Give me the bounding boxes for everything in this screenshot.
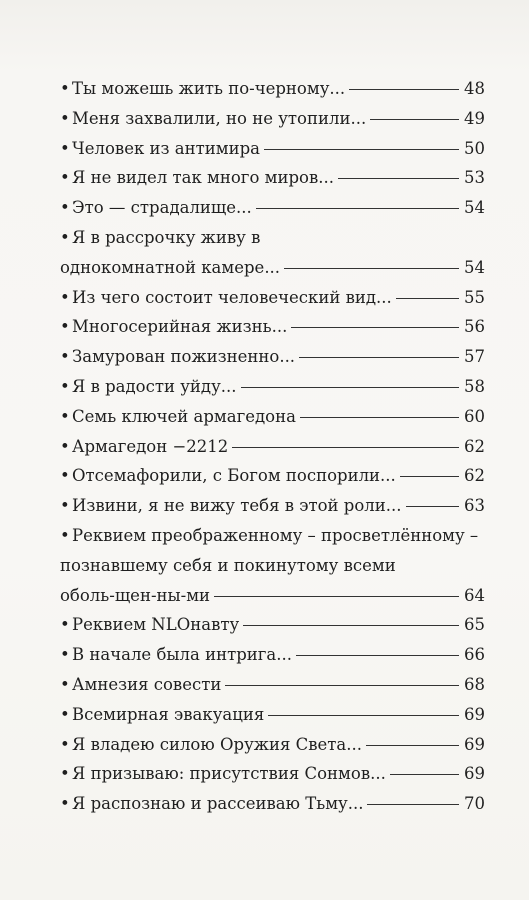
dot-leader [296,655,459,656]
dot-leader [349,89,459,90]
toc-entry-row [60,551,485,581]
bullet-icon: • [60,168,70,188]
toc-entry-row [60,491,485,521]
toc-entry-title: Я в радости уйду... [72,376,237,396]
bullet-icon: • [60,436,70,456]
toc-entry-title: Человек из антимира [72,138,260,158]
toc-entry-row [60,312,485,342]
bullet-icon: • [60,287,70,307]
toc-entry-title: Я не видел так много миров... [72,168,334,188]
dot-leader [291,327,459,328]
bullet-icon: • [60,704,70,724]
bullet-icon: • [60,674,70,694]
toc-entry-title: Семь ключей армагедона [72,406,296,426]
bullet-icon: • [60,734,70,754]
toc-page-number: 58 [464,376,485,396]
dot-leader [243,625,459,626]
toc-page-number: 69 [464,704,485,724]
bullet-icon: • [60,376,70,396]
dot-leader [396,298,459,299]
toc-entry-title: Я владею силою Оружия Света... [72,734,362,754]
toc-page-number: 62 [464,466,485,486]
toc-entry-title: познавшему себя и покинутому всеми [60,555,396,575]
toc-page-number: 64 [464,585,485,605]
toc-page-number: 53 [464,168,485,188]
toc-entry-row [60,700,485,730]
bullet-icon: • [60,406,70,426]
bullet-icon: • [60,496,70,516]
bullet-icon: • [60,645,70,665]
dot-leader [284,268,459,269]
bullet-icon: • [60,794,70,814]
dot-leader [256,208,459,209]
toc-page-number: 70 [464,794,485,814]
toc-page-number: 54 [464,198,485,218]
toc-page-number: 54 [464,257,485,277]
toc-entry-row [60,461,485,491]
toc-entry-title: Замурован пожизненно... [72,347,296,367]
toc-page-number: 50 [464,138,485,158]
toc-entry-row [60,610,485,640]
toc-entry-title: Я распознаю и рассеиваю Тьму... [72,794,364,814]
toc-entry-row [60,521,485,551]
toc-entry-title: Ты можешь жить по-черному... [72,79,346,98]
bullet-icon: • [60,466,70,486]
toc-entry-row [60,670,485,700]
dot-leader [400,476,459,477]
toc-page-number: 69 [464,734,485,754]
toc-entry-title: Извини, я не вижу тебя в этой роли... [72,496,402,516]
toc-entry-title: Это — страдалище... [72,198,252,218]
toc-page-number: 62 [464,436,485,456]
dot-leader [366,745,459,746]
toc-entry-row [60,759,485,789]
toc-page-number: 48 [464,79,485,98]
toc-entry-title: однокомнатной камере... [60,257,281,277]
dot-leader [241,387,459,388]
table-of-contents [60,74,485,819]
toc-page-number: 56 [464,317,485,337]
toc-entry-row [60,134,485,164]
dot-leader [264,149,459,150]
dot-leader [214,596,459,597]
bullet-icon: • [60,138,70,158]
toc-entry-title: Я в рассрочку живу в [72,227,261,247]
bullet-icon: • [60,347,70,367]
toc-entry-title: Всемирная эвакуация [72,704,265,724]
toc-entry-title: Реквием NLOнавту [72,615,240,635]
toc-entry-title: Многосерийная жизнь... [72,317,288,337]
bullet-icon: • [60,317,70,337]
toc-entry-title: Реквием преображенному – просветлённому – [72,525,479,545]
toc-entry-row [60,253,485,283]
toc-entry-row [60,342,485,372]
toc-entry-title: Амнезия совести [72,674,222,694]
toc-page-number: 63 [464,496,485,516]
toc-entry-row [60,789,485,819]
dot-leader [370,119,459,120]
toc-entry-row [60,74,485,104]
dot-leader [268,715,459,716]
toc-page-number: 69 [464,764,485,784]
toc-page-number: 60 [464,406,485,426]
toc-entry-row [60,581,485,611]
toc-entry-row [60,432,485,462]
dot-leader [225,685,459,686]
toc-page-number: 66 [464,645,485,665]
dot-leader [300,417,459,418]
toc-entry-row [60,372,485,402]
toc-entry-title: В начале была интрига... [72,645,292,665]
dot-leader [390,774,459,775]
toc-entry-row [60,223,485,253]
dot-leader [406,506,459,507]
bullet-icon: • [60,525,70,545]
toc-entry-row [60,730,485,760]
toc-page-number: 65 [464,615,485,635]
bullet-icon: • [60,764,70,784]
bullet-icon: • [60,198,70,218]
toc-page-number: 57 [464,347,485,367]
dot-leader [338,178,459,179]
toc-entry-title: Меня захвалили, но не утопили... [72,108,367,128]
toc-entry-row [60,402,485,432]
toc-entry-row [60,640,485,670]
toc-entry-row [60,104,485,134]
toc-entry-title: Из чего состоит человеческий вид... [72,287,392,307]
toc-entry-row [60,283,485,313]
bullet-icon: • [60,615,70,635]
bullet-icon: • [60,227,70,247]
toc-entry-title: Армагедон −2212 [72,436,229,456]
dot-leader [232,447,459,448]
dot-leader [367,804,459,805]
bullet-icon: • [60,108,70,128]
toc-entry-title: Отсемафорили, с Богом поспорили... [72,466,396,486]
toc-entry-title: Я призываю: присутствия Сонмов... [72,764,386,784]
toc-page-number: 68 [464,674,485,694]
toc-page-number: 55 [464,287,485,307]
toc-entry-row [60,193,485,223]
toc-page-number: 49 [464,108,485,128]
dot-leader [299,357,459,358]
bullet-icon: • [60,79,70,98]
toc-entry-row [60,163,485,193]
toc-entry-title: оболь-щен-ны-ми [60,585,211,605]
